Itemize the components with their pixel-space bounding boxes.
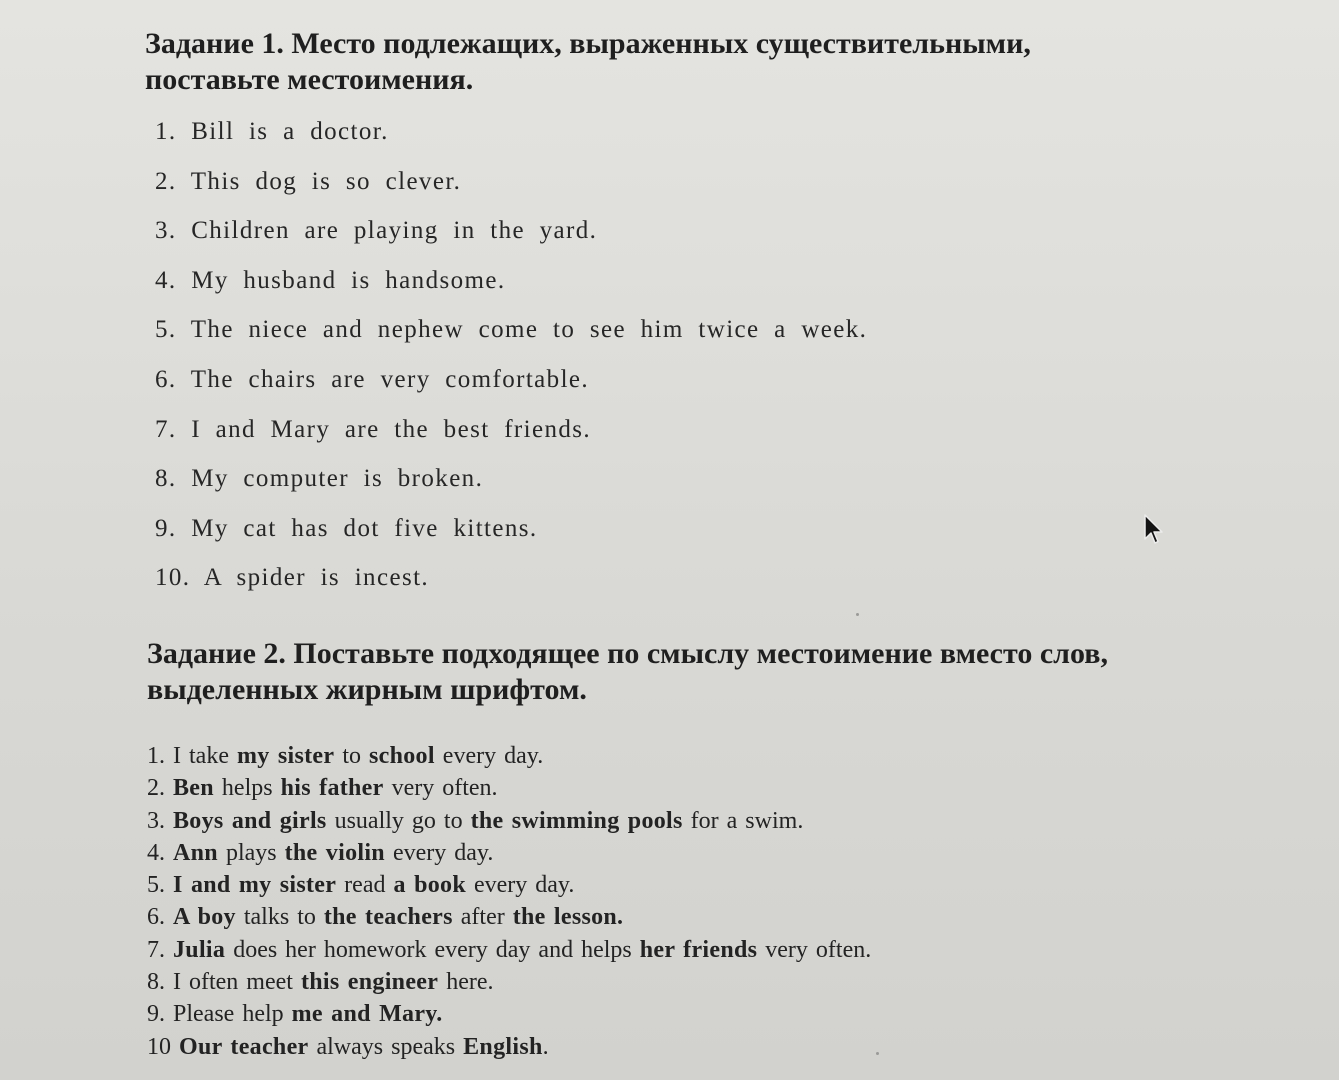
bold-word: Ben — [173, 775, 214, 802]
sentence-text: 4. — [147, 839, 173, 866]
bold-word: the lesson. — [512, 904, 624, 931]
bold-word: the teachers — [323, 904, 453, 931]
task1-heading — [145, 26, 1205, 98]
sentence-text: always speaks — [308, 1033, 464, 1060]
dust-speck — [856, 613, 859, 616]
sentence-text: 10 — [147, 1033, 179, 1060]
task2-sentence-list — [147, 740, 871, 1063]
sentence-text: usually go to — [326, 807, 471, 834]
sentence-text: 9. Please help — [147, 1001, 292, 1028]
sentence-text: . — [542, 1033, 549, 1060]
bold-word: this engineer — [300, 969, 439, 996]
bold-word: Julia — [173, 936, 226, 963]
sentence-text: helps — [213, 775, 281, 802]
sentence-text: 6. — [147, 904, 173, 931]
task2-item — [147, 901, 871, 933]
sentence-text: 3. — [147, 807, 173, 834]
sentence-text: to — [334, 743, 369, 769]
task2-heading-line1: Задание 2. Поставьте подходящее по смыслу местоимение вместо слов, — [147, 637, 1108, 670]
sentence-text: plays — [217, 839, 285, 866]
mouse-pointer-icon — [1143, 514, 1163, 546]
task2-item — [147, 837, 871, 869]
task1-item: 9. My cat has dot five kittens. — [155, 514, 538, 542]
task2-heading-line2: выделенных жирным шрифтом. — [147, 673, 587, 706]
task1-item: 7. I and Mary are the best friends. — [155, 415, 592, 443]
sentence-text: for a swim. — [682, 807, 804, 834]
bold-word: I and my sister — [173, 872, 337, 899]
bold-word: his father — [280, 775, 384, 802]
bold-word: her friends — [639, 936, 758, 963]
task1-item: 6. The chairs are very comfortable. — [155, 365, 590, 393]
bold-word: Boys and girls — [173, 807, 327, 834]
sentence-text: very often. — [757, 936, 872, 963]
bold-word: Ann — [173, 839, 218, 866]
dust-speck — [876, 1052, 879, 1055]
task1-item: 2. This dog is so clever. — [155, 167, 462, 195]
sentence-text: every day. — [434, 743, 544, 769]
sentence-text: talks to — [235, 904, 324, 931]
sentence-text: every day. — [384, 839, 494, 866]
task1-heading-line2: поставьте местоимения. — [145, 63, 474, 96]
task2-item — [147, 934, 871, 966]
sentence-text: 7. — [147, 936, 173, 963]
task2-item — [147, 772, 871, 804]
task2-item — [147, 805, 871, 837]
sentence-text: here. — [438, 969, 494, 996]
sentence-text: after — [452, 904, 513, 931]
bold-word: school — [368, 743, 435, 769]
task2-item — [147, 1031, 871, 1063]
task1-sentence-list — [155, 112, 867, 608]
task1-heading-line1: Задание 1. Место подлежащих, выраженных существительными, — [145, 27, 1031, 60]
task1-item: 1. Bill is a doctor. — [155, 118, 389, 145]
sentence-text: every day. — [465, 872, 575, 899]
bold-word: A boy — [173, 904, 236, 931]
bold-word: Our teacher — [179, 1033, 309, 1060]
bold-word: a book — [393, 872, 466, 899]
bold-word: me and Mary. — [291, 1001, 443, 1028]
sentence-text: read — [336, 872, 394, 899]
bold-word: my sister — [236, 743, 335, 769]
sentence-text: 8. I often meet — [147, 969, 301, 996]
bold-word: English — [463, 1033, 543, 1060]
sentence-text: 1. I take — [147, 743, 237, 769]
task1-item: 8. My computer is broken. — [155, 465, 484, 493]
task2-item — [147, 998, 871, 1030]
task1-item: 5. The niece and nephew come to see him twice a week. — [155, 316, 868, 344]
bold-word: the violin — [284, 839, 385, 866]
sentence-text: very often. — [383, 775, 498, 802]
task2-item — [147, 966, 871, 998]
task1-item: 4. My husband is handsome. — [155, 266, 506, 294]
task2-item — [147, 869, 871, 901]
task1-item: 3. Children are playing in the yard. — [155, 217, 598, 245]
task2-heading — [147, 636, 1267, 708]
sentence-text: 5. — [147, 872, 173, 899]
sentence-text: does her homework every day and helps — [225, 936, 640, 963]
task1-item: 10. A spider is incest. — [155, 564, 430, 592]
sentence-text: 2. — [147, 775, 173, 802]
bold-word: the swimming pools — [470, 807, 683, 834]
task2-item — [147, 740, 871, 772]
